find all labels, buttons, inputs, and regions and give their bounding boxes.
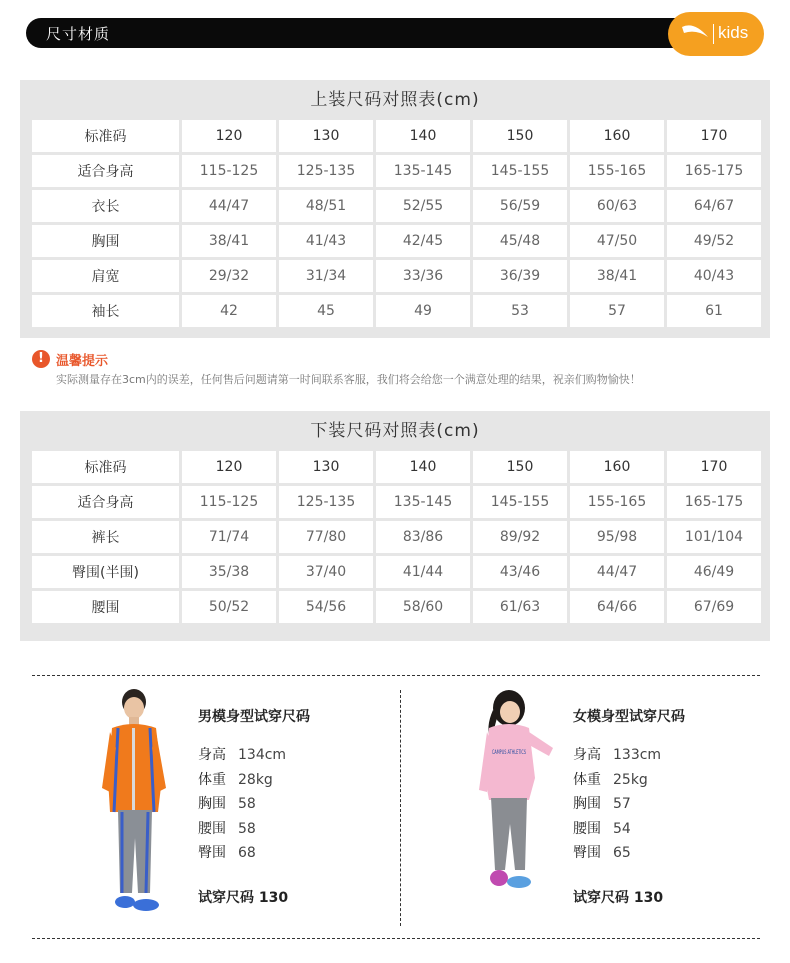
stat-value: 68 (238, 845, 256, 861)
table-cell: 42/45 (376, 225, 470, 257)
table-cell: 48/51 (279, 190, 373, 222)
table-cell: 31/34 (279, 260, 373, 292)
stat-value: 28kg (238, 771, 273, 788)
row-label: 臀围(半围) (32, 556, 179, 588)
table-cell: 45 (279, 295, 373, 327)
top-table-title: 上装尺码对照表(cm) (310, 90, 480, 110)
table-row (32, 190, 761, 222)
tip-text: 实际测量存在3cm内的误差，任何售后问题请第一时间联系客服，我们将会给您一个满意处理的结果，祝亲们购物愉快！ (56, 373, 641, 386)
stat-row (198, 818, 286, 843)
table-cell: 165-175 (667, 155, 761, 187)
table-cell: 145-155 (473, 155, 567, 187)
table-cell: 33/36 (376, 260, 470, 292)
table-cell: 150 (473, 120, 567, 152)
table-cell: 56/59 (473, 190, 567, 222)
table-cell: 120 (182, 120, 276, 152)
exclamation-icon: ! (32, 350, 50, 368)
table-cell: 43/46 (473, 556, 567, 588)
section-header (26, 16, 766, 50)
divider-bottom (32, 938, 760, 939)
table-row (32, 225, 761, 257)
tip-box (32, 349, 772, 389)
table-cell: 42 (182, 295, 276, 327)
stat-value: 58 (238, 796, 256, 812)
top-size-table-panel (20, 80, 770, 338)
table-cell: 150 (473, 451, 567, 483)
stat-row (198, 793, 286, 818)
stat-value: 58 (238, 820, 256, 837)
table-cell: 38/41 (182, 225, 276, 257)
stat-row (573, 842, 661, 867)
stat-label: 臀围 (573, 845, 601, 861)
table-cell: 61/63 (473, 591, 567, 623)
table-cell: 115-125 (182, 155, 276, 187)
table-cell: 130 (279, 451, 373, 483)
stat-value: 134cm (238, 747, 287, 763)
row-label: 肩宽 (32, 260, 179, 292)
stat-label: 胸围 (573, 796, 601, 812)
table-cell: 77/80 (279, 521, 373, 553)
stat-row (198, 842, 286, 867)
table-cell: 57 (570, 295, 664, 327)
table-row (32, 556, 761, 588)
row-label: 标准码 (32, 120, 179, 152)
table-cell: 67/69 (667, 591, 761, 623)
table-cell: 140 (376, 120, 470, 152)
boy-try-size: 试穿尺码 130 (198, 890, 289, 906)
stat-value: 65 (613, 845, 631, 861)
table-cell: 165-175 (667, 486, 761, 518)
row-label: 适合身高 (32, 486, 179, 518)
table-cell: 49 (376, 295, 470, 327)
table-cell: 135-145 (376, 486, 470, 518)
table-cell: 58/60 (376, 591, 470, 623)
stat-label: 身高 (198, 747, 226, 763)
top-size-table (29, 117, 764, 330)
table-cell: 155-165 (570, 155, 664, 187)
stat-row (573, 769, 661, 794)
stat-label: 腰围 (198, 820, 226, 837)
table-cell: 71/74 (182, 521, 276, 553)
table-cell: 47/50 (570, 225, 664, 257)
stat-label: 体重 (198, 771, 226, 788)
row-label: 胸围 (32, 225, 179, 257)
stat-label: 身高 (573, 747, 601, 763)
table-row (32, 295, 761, 327)
stat-row (573, 818, 661, 843)
row-label: 腰围 (32, 591, 179, 623)
table-cell: 125-135 (279, 155, 373, 187)
table-cell: 130 (279, 120, 373, 152)
table-row (32, 155, 761, 187)
table-cell: 95/98 (570, 521, 664, 553)
girl-try-size: 试穿尺码 130 (573, 890, 664, 906)
table-cell: 52/55 (376, 190, 470, 222)
stat-label: 臀围 (198, 845, 226, 861)
row-label: 裤长 (32, 521, 179, 553)
bottom-size-table (29, 448, 764, 626)
table-cell: 44/47 (570, 556, 664, 588)
stat-value: 54 (613, 820, 631, 837)
table-cell: 49/52 (667, 225, 761, 257)
table-cell: 35/38 (182, 556, 276, 588)
boy-model-card (100, 688, 420, 928)
stat-row (573, 793, 661, 818)
section-title: 尺寸材质 (46, 25, 111, 43)
table-cell: 53 (473, 295, 567, 327)
table-cell: 120 (182, 451, 276, 483)
table-cell: 160 (570, 451, 664, 483)
row-label: 袖长 (32, 295, 179, 327)
table-row (32, 486, 761, 518)
girl-model-title: 女模身型试穿尺码 (573, 709, 685, 725)
logo-text: kids (718, 23, 749, 42)
table-cell: 135-145 (376, 155, 470, 187)
table-cell: 54/56 (279, 591, 373, 623)
row-label: 标准码 (32, 451, 179, 483)
table-row (32, 521, 761, 553)
stat-value: 57 (613, 796, 631, 812)
girl-model-stats (573, 744, 661, 867)
anta-logo-icon (680, 21, 710, 45)
table-cell: 140 (376, 451, 470, 483)
boy-model-stats (198, 744, 286, 867)
row-label: 衣长 (32, 190, 179, 222)
stat-label: 胸围 (198, 796, 226, 812)
table-cell: 145-155 (473, 486, 567, 518)
table-cell: 83/86 (376, 521, 470, 553)
bottom-table-title: 下装尺码对照表(cm) (310, 421, 480, 441)
stat-row (573, 744, 661, 769)
table-header-row (32, 451, 761, 483)
stat-label: 体重 (573, 771, 601, 788)
boy-model-title: 男模身型试穿尺码 (198, 709, 310, 725)
table-cell: 50/52 (182, 591, 276, 623)
table-cell: 41/44 (376, 556, 470, 588)
table-cell: 60/63 (570, 190, 664, 222)
row-label: 适合身高 (32, 155, 179, 187)
divider-top (32, 675, 760, 676)
stat-row (198, 744, 286, 769)
table-cell: 64/66 (570, 591, 664, 623)
table-cell: 160 (570, 120, 664, 152)
table-cell: 89/92 (473, 521, 567, 553)
table-cell: 41/43 (279, 225, 373, 257)
table-cell: 170 (667, 120, 761, 152)
bottom-size-table-panel (20, 411, 770, 641)
logo-separator (713, 24, 714, 44)
table-cell: 64/67 (667, 190, 761, 222)
table-cell: 40/43 (667, 260, 761, 292)
girl-model-card (475, 688, 790, 928)
table-cell: 46/49 (667, 556, 761, 588)
tip-title: 温馨提示 (56, 354, 109, 369)
table-cell: 61 (667, 295, 761, 327)
stat-label: 腰围 (573, 820, 601, 837)
table-cell: 101/104 (667, 521, 761, 553)
stat-value: 25kg (613, 771, 648, 788)
table-cell: 170 (667, 451, 761, 483)
table-cell: 125-135 (279, 486, 373, 518)
boy-model-photo (100, 688, 190, 924)
table-cell: 155-165 (570, 486, 664, 518)
table-header-row (32, 120, 761, 152)
table-cell: 45/48 (473, 225, 567, 257)
table-cell: 29/32 (182, 260, 276, 292)
stat-value: 133cm (613, 747, 662, 763)
girl-model-photo (475, 688, 565, 924)
table-cell: 36/39 (473, 260, 567, 292)
stat-row (198, 769, 286, 794)
girl-shirt-text: CAMPUS ATHLETICS (492, 749, 527, 756)
table-cell: 38/41 (570, 260, 664, 292)
table-row (32, 591, 761, 623)
brand-logo (668, 12, 764, 56)
table-row (32, 260, 761, 292)
table-cell: 44/47 (182, 190, 276, 222)
table-cell: 37/40 (279, 556, 373, 588)
table-cell: 115-125 (182, 486, 276, 518)
header-bar (26, 18, 706, 48)
